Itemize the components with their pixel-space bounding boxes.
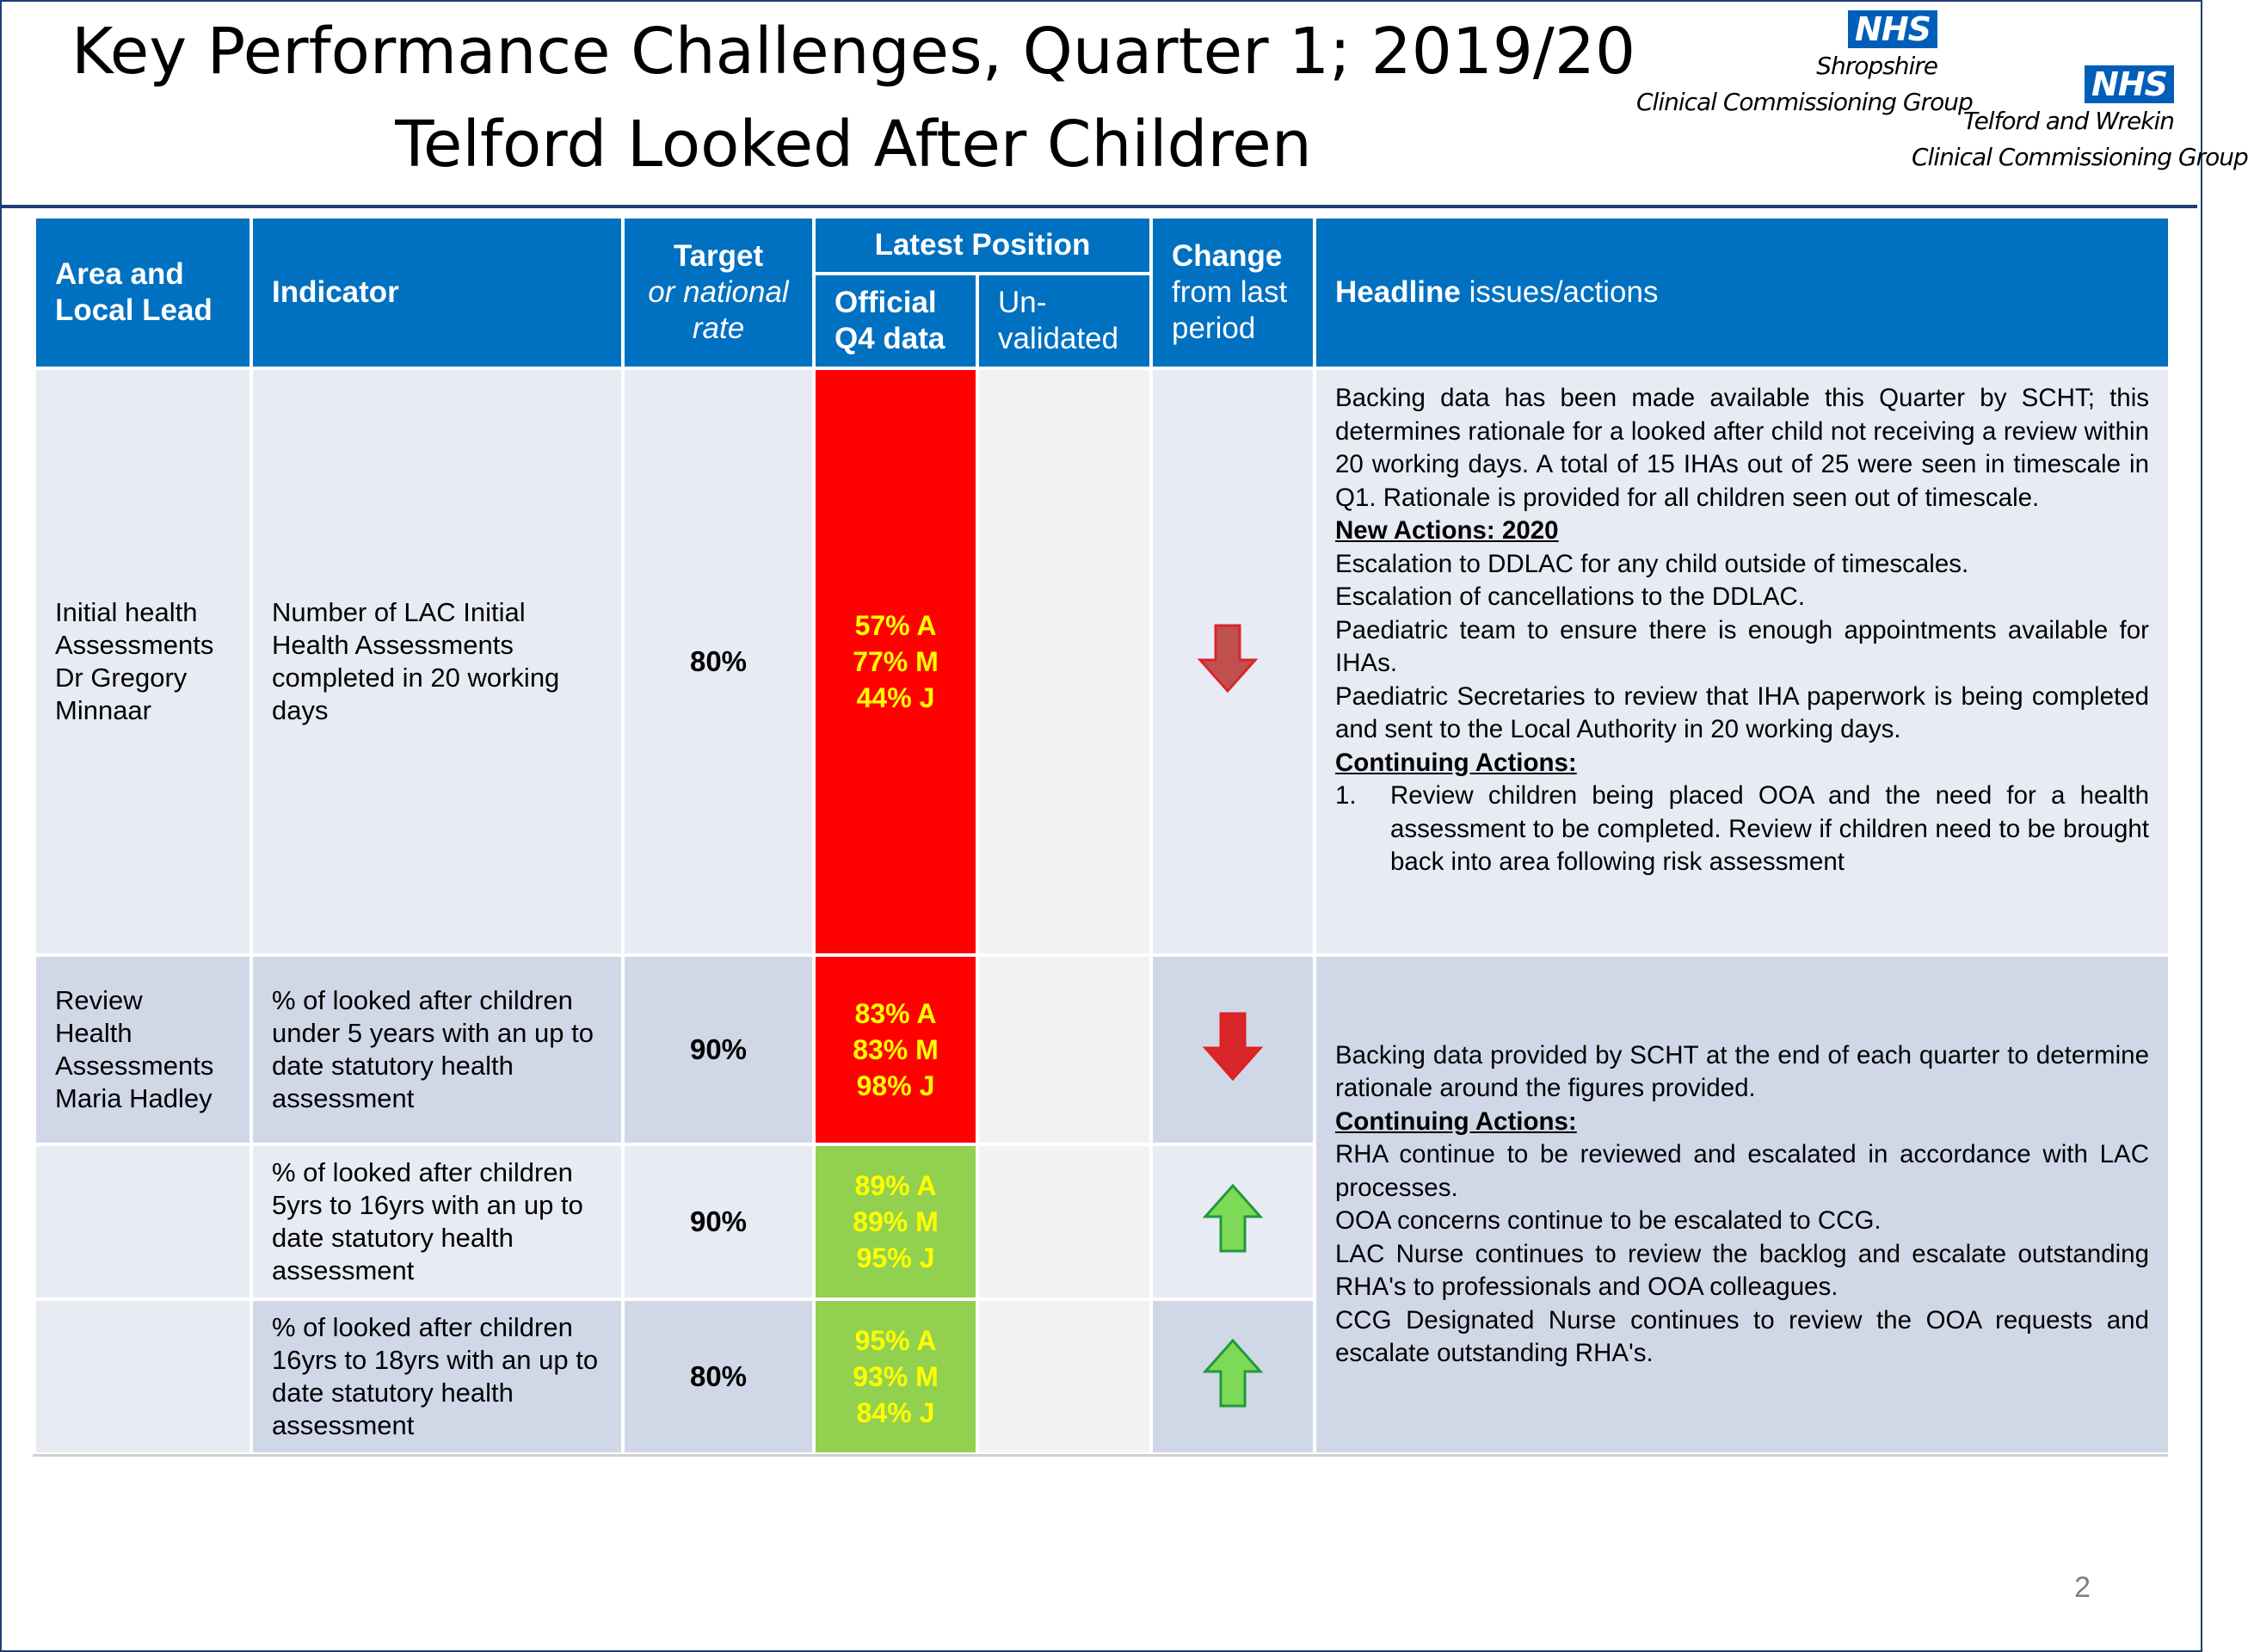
col-header-target: Target or national rate: [623, 217, 814, 368]
change-cell: [1151, 1299, 1315, 1454]
change-cell: [1151, 368, 1315, 955]
unvalidated-cell: [977, 1144, 1151, 1299]
col-header-latest-position: Latest Position: [814, 217, 1151, 274]
headline-intro: Backing data has been made available this Quarter by SCHT; this determines rationale for a looked after child not receiving a review within 20 working days. A total of 15 IHAs out of 25 were seen in timescale in Q1. Rationale is provided for all children seen out of timescale.: [1335, 384, 2149, 512]
col-header-official: Official Q4 data: [814, 274, 977, 368]
logo-org-type: Clinical Commissioning Group: [1636, 88, 1973, 116]
area-lead-cell: [34, 1299, 251, 1454]
headline-item: Escalation to DDLAC for any child outside of timescales.: [1335, 549, 1969, 578]
headline-item: RHA continue to be reviewed and escalated in accordance with LAC processes.: [1335, 1140, 2149, 1202]
list-item: 1. Review children being placed OOA and the need for a health assessment to be completed. Review if children need to be brought back into area following risk assessment: [1335, 781, 2149, 876]
unvalidated-cell: [977, 368, 1151, 955]
slide-title: [53, 5, 1654, 191]
col-header-indicator: Indicator: [251, 217, 623, 368]
kpi-table: [33, 215, 2171, 1456]
unvalidated-cell: [977, 955, 1151, 1144]
target-cell: 80%: [623, 368, 814, 955]
headline-intro: Backing data provided by SCHT at the end of each quarter to determine rationale around the figures provided.: [1335, 1040, 2149, 1102]
change-cell: [1151, 1144, 1315, 1299]
table-row: [34, 955, 2170, 1144]
target-cell: 90%: [623, 955, 814, 1144]
headline-cell-rha: [1315, 955, 2170, 1454]
shropshire-ccg-logo: [1636, 10, 1973, 120]
headline-item: Paediatric Secretaries to review that IHA paperwork is being completed and sent to the Local Authority in 20 working days.: [1335, 681, 2149, 743]
nhs-logo-icon: NHS: [2085, 65, 2174, 103]
headline-item: LAC Nurse continues to review the backlog and escalate outstanding RHA's to professionals and OOA colleagues.: [1335, 1239, 2149, 1301]
col-header-headline: Headline issues/actions: [1315, 217, 2170, 368]
headline-item: CCG Designated Nurse continues to review the OOA requests and escalate outstanding RHA's.: [1335, 1305, 2149, 1367]
slide-header: [2, 2, 2248, 208]
col-header-unvalidated: Un- validated: [977, 274, 1151, 368]
headline-item: Escalation of cancellations to the DDLAC.: [1335, 583, 1806, 611]
headline-item: Paediatric team to ensure there is enough appointments available for IHAs.: [1335, 615, 2149, 677]
logo-org-name: Shropshire: [1816, 52, 1937, 80]
new-actions-heading: New Actions: 2020: [1335, 516, 1559, 545]
col-header-change: Change from last period: [1151, 217, 1315, 368]
official-data-cell: 95% A 93% M 84% J: [814, 1299, 977, 1454]
arrow-down-icon: [1204, 1012, 1262, 1081]
nhs-logo-icon: NHS: [1848, 10, 1937, 48]
continuing-actions-heading: Continuing Actions:: [1335, 748, 1577, 777]
target-cell: 90%: [623, 1144, 814, 1299]
indicator-cell: % of looked after children 5yrs to 16yrs with an up to date statutory health assessment: [251, 1144, 623, 1299]
unvalidated-cell: [977, 1299, 1151, 1454]
arrow-up-icon: [1204, 1184, 1262, 1253]
table-bottom-rule: [33, 1454, 2168, 1457]
title-line-2: Telford Looked After Children: [395, 108, 1312, 182]
arrow-up-icon: [1204, 1339, 1262, 1408]
indicator-cell: Number of LAC Initial Health Assessments completed in 20 working days: [251, 368, 623, 955]
col-header-area: Area and Local Lead: [34, 217, 251, 368]
indicator-cell: % of looked after children 16yrs to 18yrs with an up to date statutory health assessment: [251, 1299, 623, 1454]
continuing-actions-heading: Continuing Actions:: [1335, 1106, 1577, 1136]
telford-wrekin-ccg-logo: [1912, 65, 2248, 176]
table-row: [34, 368, 2170, 955]
page-number: 2: [2074, 1571, 2091, 1604]
headline-cell: [1315, 368, 2170, 955]
official-data-cell: 83% A 83% M 98% J: [814, 955, 977, 1144]
title-line-1: Key Performance Challenges, Quarter 1; 2019/20: [71, 15, 1636, 89]
logo-org-name: Telford and Wrekin: [1962, 107, 2174, 135]
area-lead-cell: Initial health Assessments Dr Gregory Minnaar: [34, 368, 251, 955]
header-row-1: [34, 217, 2170, 274]
logo-org-type: Clinical Commissioning Group: [1912, 143, 2248, 171]
area-lead-cell: Review Health Assessments Maria Hadley: [34, 955, 251, 1144]
arrow-down-icon: [1198, 624, 1257, 693]
area-lead-cell: [34, 1144, 251, 1299]
change-cell: [1151, 955, 1315, 1144]
target-cell: 80%: [623, 1299, 814, 1454]
headline-item: OOA concerns continue to be escalated to CCG.: [1335, 1206, 1882, 1235]
indicator-cell: % of looked after children under 5 years with an up to date statutory health assessment: [251, 955, 623, 1144]
official-data-cell: 57% A 77% M 44% J: [814, 368, 977, 955]
official-data-cell: 89% A 89% M 95% J: [814, 1144, 977, 1299]
continuing-actions-list: [1335, 780, 2149, 879]
